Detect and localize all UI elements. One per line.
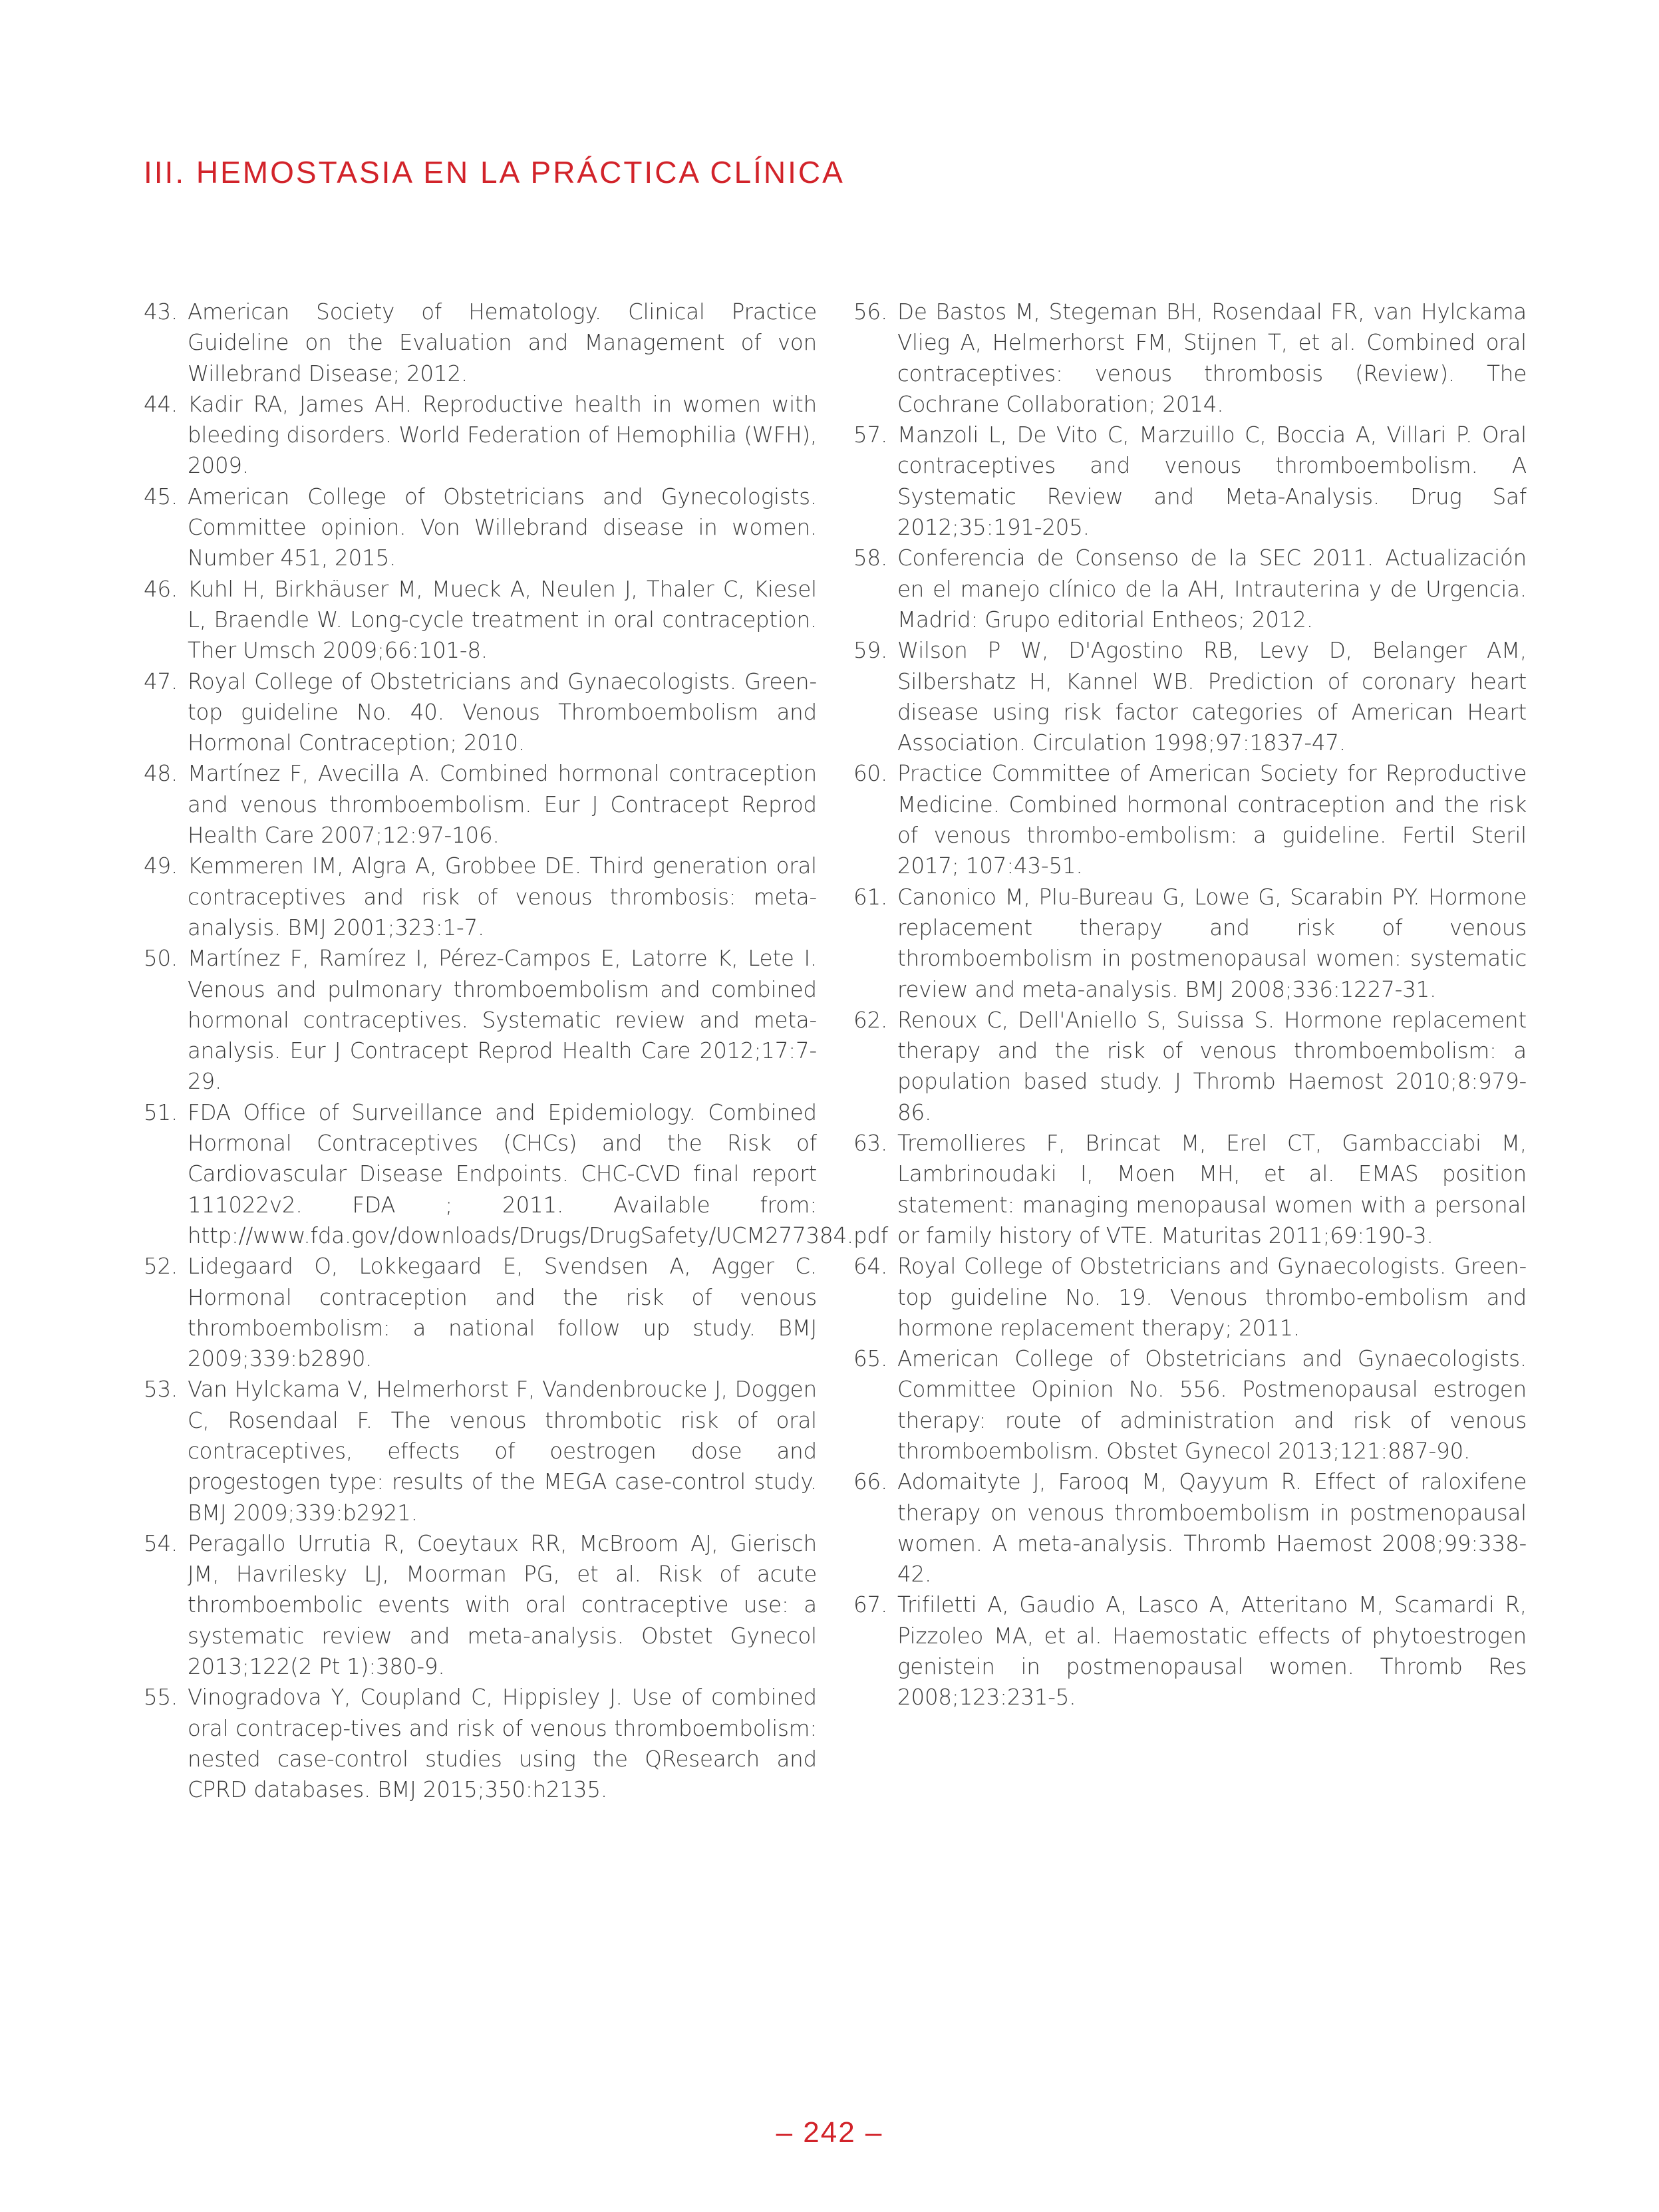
reference-text: Peragallo Urrutia R, Coeytaux RR, McBroom AJ, Gierisch JM, Havrilesky LJ, Moorman PG, et al. Risk of acute thromboembolic events with oral contraceptive use: a systematic review and meta-analysis. Obstet Gynecol 2013;122(2 Pt 1):380-9. (188, 1530, 817, 1680)
reference-text: American Society of Hematology. Clinical Practice Guideline on the Evaluation and Management of von Willebrand Disease; 2012. (188, 299, 817, 386)
reference-item (144, 666, 817, 759)
section-header: III. HEMOSTASIA EN LA PRÁCTICA CLÍNICA (144, 155, 845, 190)
reference-text: American College of Obstetricians and Gynecologists. Committee opinion. Von Willebrand disease in women. Number 451, 2015. (188, 484, 817, 571)
reference-text: Kadir RA, James AH. Reproductive health in women with bleeding disorders. World Federation of Hemophilia (WFH), 2009. (188, 391, 817, 479)
reference-item (144, 574, 817, 666)
reference-item (853, 758, 1527, 881)
reference-item (853, 635, 1527, 758)
reference-number: 60. (853, 761, 888, 787)
reference-number: 56. (853, 299, 888, 325)
reference-text: De Bastos M, Stegeman BH, Rosendaal FR, van Hylckama Vlieg A, Helmerhorst FM, Stijnen T, et al. Combined oral contraceptives: venous thrombosis (Review). The Cochrane Collaboration; 2014. (897, 299, 1527, 417)
reference-text: Trifiletti A, Gaudio A, Lasco A, Atteritano M, Scamardi R, Pizzoleo MA, et al. Haemostatic effects of phytoestrogen genistein in postmenopausal women. Thromb Res 2008;123:231-5. (897, 1592, 1527, 1711)
reference-number: 59. (853, 638, 888, 664)
reference-number: 55. (144, 1685, 178, 1711)
reference-item (853, 420, 1527, 543)
reference-text: Adomaityte J, Farooq M, Qayyum R. Effect of raloxifene therapy on venous thromboembolism in postmenopausal women. A meta-analysis. Thromb Haemost 2008;99:338-42. (897, 1469, 1527, 1588)
reference-text: Kuhl H, Birkhäuser M, Mueck A, Neulen J, Thaler C, Kiesel L, Braendle W. Long-cycle treatment in oral contraception. Ther Umsch 2009;66:101-8. (188, 576, 817, 664)
reference-item (853, 1251, 1527, 1343)
reference-text: Conferencia de Consenso de la SEC 2011. Actualización en el manejo clínico de la AH, Intrauterina y de Urgencia. Madrid: Grupo editorial Entheos; 2012. (897, 545, 1527, 632)
reference-text: Martínez F, Ramírez I, Pérez-Campos E, Latorre K, Lete I. Venous and pulmonary thromboembolism and combined hormonal contraceptives. Systematic review and meta-analysis. Eur J Contracept Reprod Health Care 2012;17:7-29. (188, 946, 817, 1095)
reference-text: American College of Obstetricians and Gynaecologists. Committee Opinion No. 556. Postmenopausal estrogen therapy: route of administration and risk of venous thromboembolism. Obstet Gynecol 2013;121:887-90. (897, 1346, 1527, 1464)
reference-item (144, 297, 817, 389)
reference-item (144, 1251, 817, 1374)
page-number: – 242 – (776, 2116, 883, 2149)
reference-number: 52. (144, 1254, 178, 1280)
reference-number: 45. (144, 484, 178, 509)
reference-text: Royal College of Obstetricians and Gynaecologists. Green-top guideline No. 19. Venous thrombo-embolism and hormone replacement therapy; 2011. (897, 1254, 1527, 1341)
reference-number: 61. (853, 884, 888, 910)
reference-item (853, 543, 1527, 635)
reference-number: 62. (853, 1007, 888, 1033)
reference-number: 49. (144, 853, 178, 879)
reference-item (144, 943, 817, 1097)
reference-number: 66. (853, 1469, 888, 1495)
reference-number: 43. (144, 299, 178, 325)
reference-text: Kemmeren IM, Algra A, Grobbee DE. Third generation oral contraceptives and risk of venous thrombosis: meta-analysis. BMJ 2001;323:1-7. (188, 853, 817, 940)
reference-item (144, 482, 817, 574)
reference-number: 48. (144, 761, 178, 787)
reference-item (853, 297, 1527, 420)
reference-number: 65. (853, 1346, 888, 1372)
reference-item (853, 1128, 1527, 1251)
reference-number: 57. (853, 422, 888, 448)
reference-text: Martínez F, Avecilla A. Combined hormonal contraception and venous thromboembolism. Eur J Contracept Reprod Health Care 2007;12:97-106. (188, 761, 817, 849)
reference-number: 64. (853, 1254, 888, 1280)
reference-number: 46. (144, 576, 178, 602)
reference-text: FDA Office of Surveillance and Epidemiology. Combined Hormonal Contraceptives (CHCs) and the Risk of Cardiovascular Disease Endpoints. CHC-CVD final report 111022v2. FDA ; 2011. Available from: http://www.fda.gov/downloads/Drugs/DrugSafety/UCM277384.pdf (188, 1099, 889, 1248)
reference-item (853, 1466, 1527, 1590)
reference-number: 53. (144, 1377, 178, 1403)
reference-text: Vinogradova Y, Coupland C, Hippisley J. Use of combined oral contracep-tives and risk of venous thromboembolism: nested case-control studies using the QResearch and CPRD databases. BMJ 2015;350:h2135. (188, 1685, 817, 1803)
reference-text: Lidegaard O, Lokkegaard E, Svendsen A, Agger C. Hormonal contraception and the risk of venous thromboembolism: a national follow up study. BMJ 2009;339:b2890. (188, 1254, 817, 1372)
references-right-column (853, 297, 1527, 1713)
reference-number: 47. (144, 668, 178, 694)
reference-number: 67. (853, 1592, 888, 1618)
reference-number: 63. (853, 1131, 888, 1157)
reference-item (144, 1682, 817, 1805)
reference-item (853, 882, 1527, 1005)
reference-number: 51. (144, 1099, 178, 1125)
reference-item (144, 389, 817, 482)
reference-text: Renoux C, Dell'Aniello S, Suissa S. Hormone replacement therapy and the risk of venous thromboembolism: a population based study. J Thromb Haemost 2010;8:979-86. (897, 1007, 1527, 1125)
reference-item (853, 1005, 1527, 1128)
reference-item (144, 1528, 817, 1682)
reference-number: 44. (144, 391, 178, 417)
reference-text: Wilson P W, D'Agostino RB, Levy D, Belanger AM, Silbershatz H, Kannel WB. Prediction of coronary heart disease using risk factor categories of American Heart Association. Circulation 1998;97:1837-47. (897, 638, 1527, 756)
reference-number: 54. (144, 1530, 178, 1556)
reference-number: 58. (853, 545, 888, 571)
reference-item (144, 1374, 817, 1528)
reference-item (853, 1343, 1527, 1466)
reference-text: Tremollieres F, Brincat M, Erel CT, Gambacciabi M, Lambrinoudaki I, Moen MH, et al. EMAS position statement: managing menopausal women with a personal or family history of VTE. Maturitas 2011;69:190-3. (897, 1131, 1527, 1248)
reference-number: 50. (144, 946, 178, 972)
reference-text: Canonico M, Plu-Bureau G, Lowe G, Scarabin PY. Hormone replacement therapy and risk of venous thromboembolism in postmenopausal women: systematic review and meta-analysis. BMJ 2008;336:1227-31. (897, 884, 1527, 1002)
reference-item (144, 758, 817, 851)
reference-text: Practice Committee of American Society for Reproductive Medicine. Combined hormonal contraception and the risk of venous thrombo-embolism: a guideline. Fertil Steril 2017; 107:43-51. (897, 761, 1527, 879)
reference-text: Royal College of Obstetricians and Gynaecologists. Green-top guideline No. 40. Venous Thromboembolism and Hormonal Contraception; 2010. (188, 668, 817, 756)
reference-text: Van Hylckama V, Helmerhorst F, Vandenbroucke J, Doggen C, Rosendaal F. The venous thrombotic risk of oral contraceptives, effects of oestrogen dose and progestogen type: results of the MEGA case-control study. BMJ 2009;339:b2921. (188, 1377, 817, 1526)
reference-item (853, 1590, 1527, 1713)
reference-text: Manzoli L, De Vito C, Marzuillo C, Boccia A, Villari P. Oral contraceptives and venous thromboembolism. A Systematic Review and Meta-Analysis. Drug Saf 2012;35:191-205. (897, 422, 1527, 541)
reference-item (144, 851, 817, 943)
